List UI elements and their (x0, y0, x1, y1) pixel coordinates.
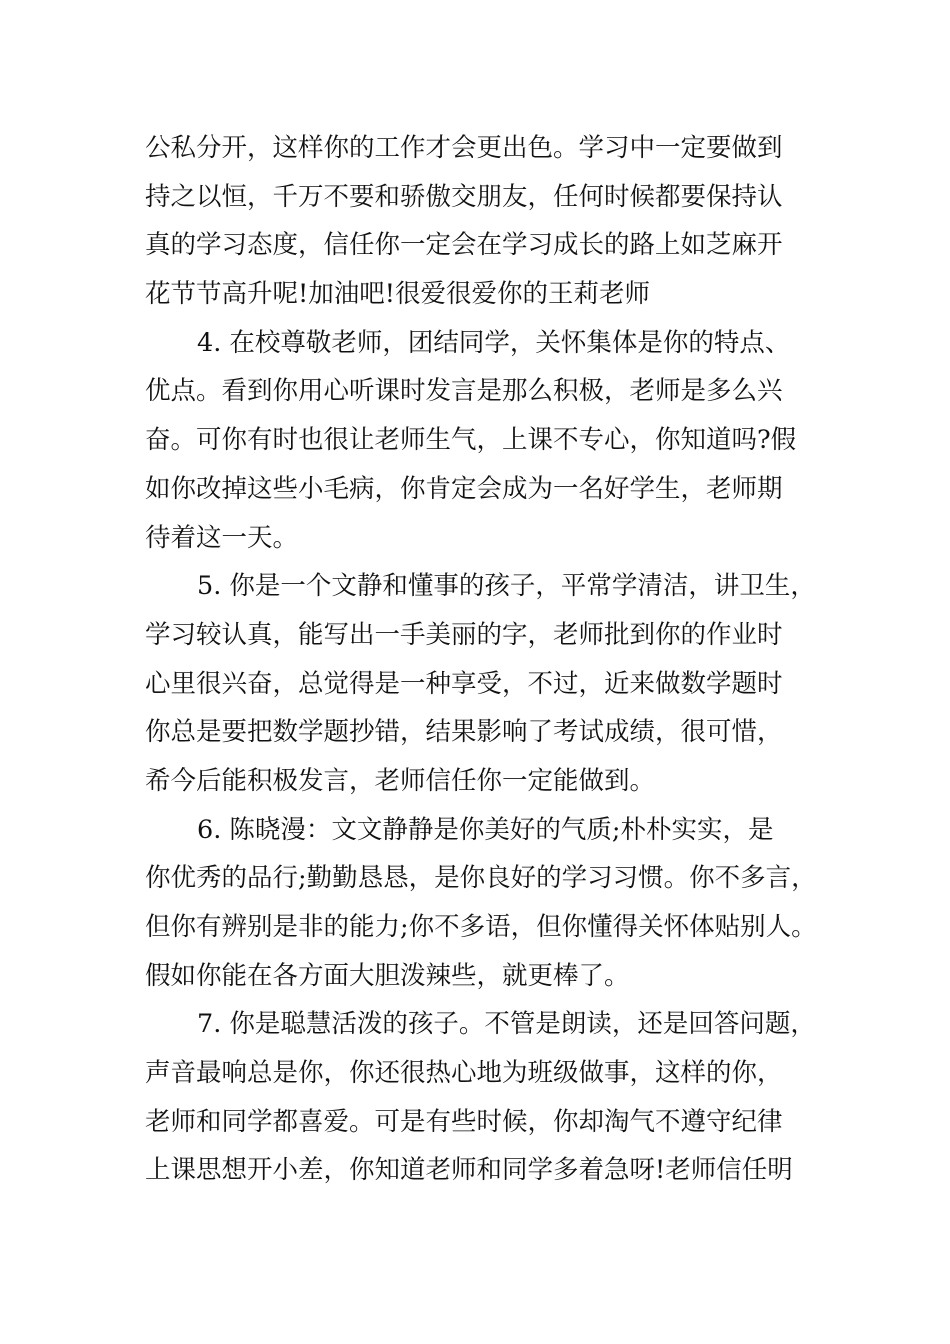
paragraph-item-6 (145, 806, 835, 1001)
text-line: 6. 陈晓漫：文文静静是你美好的气质;朴朴实实，是 (197, 814, 774, 845)
text-line: 如你改掉这些小毛病，你肯定会成为一名好学生，老师期 (145, 473, 783, 504)
text-line: 奋。可你有时也很让老师生气，上课不专心，你知道吗?假 (145, 425, 797, 456)
text-line: 学习较认真，能写出一手美丽的字，老师批到你的作业时 (145, 619, 783, 650)
text-line: 4. 在校尊敬老师，团结同学，关怀集体是你的特点、 (197, 327, 791, 358)
text-line: 心里很兴奋，总觉得是一种享受，不过，近来做数学题时 (145, 668, 783, 699)
text-line: 上课思想开小差，你知道老师和同学多着急呀!老师信任明 (145, 1155, 793, 1186)
text-line: 老师和同学都喜爱。可是有些时候，你却淘气不遵守纪律 (145, 1106, 783, 1137)
text-line: 5. 你是一个文静和懂事的孩子，平常学清洁，讲卫生， (197, 571, 816, 602)
text-line: 优点。看到你用心听课时发言是那么积极，老师是多么兴 (145, 376, 783, 407)
paragraph-item-5 (145, 562, 835, 805)
text-line: 待着这一天。 (145, 522, 299, 553)
text-line: 但你有辨别是非的能力;你不多语，但你懂得关怀体贴别人。 (145, 912, 817, 942)
text-line: 公私分开，这样你的工作才会更出色。学习中一定要做到 (145, 133, 783, 163)
text-line: 声音最响总是你，你还很热心地为班级做事，这样的你， (145, 1058, 783, 1089)
text-line: 7. 你是聪慧活泼的孩子。不管是朗读，还是回答问题， (197, 1009, 816, 1040)
text-line: 你优秀的品行;勤勤恳恳，是你良好的学习习惯。你不多言， (145, 863, 817, 894)
paragraph-continuation (145, 124, 835, 319)
text-line: 假如你能在各方面大胆泼辣些，就更棒了。 (145, 960, 630, 991)
paragraph-item-7 (145, 1000, 835, 1195)
paragraph-item-4 (145, 319, 835, 562)
text-line: 花节节高升呢!加油吧!很爱很爱你的王莉老师 (145, 279, 650, 310)
document-body (145, 124, 835, 1195)
text-line: 你总是要把数学题抄错，结果影响了考试成绩，很可惜， (145, 717, 783, 748)
text-line: 真的学习态度，信任你一定会在学习成长的路上如芝麻开 (145, 230, 783, 261)
text-line: 持之以恒，千万不要和骄傲交朋友，任何时候都要保持认 (145, 181, 783, 212)
text-line: 希今后能积极发言，老师信任你一定能做到。 (145, 765, 656, 796)
